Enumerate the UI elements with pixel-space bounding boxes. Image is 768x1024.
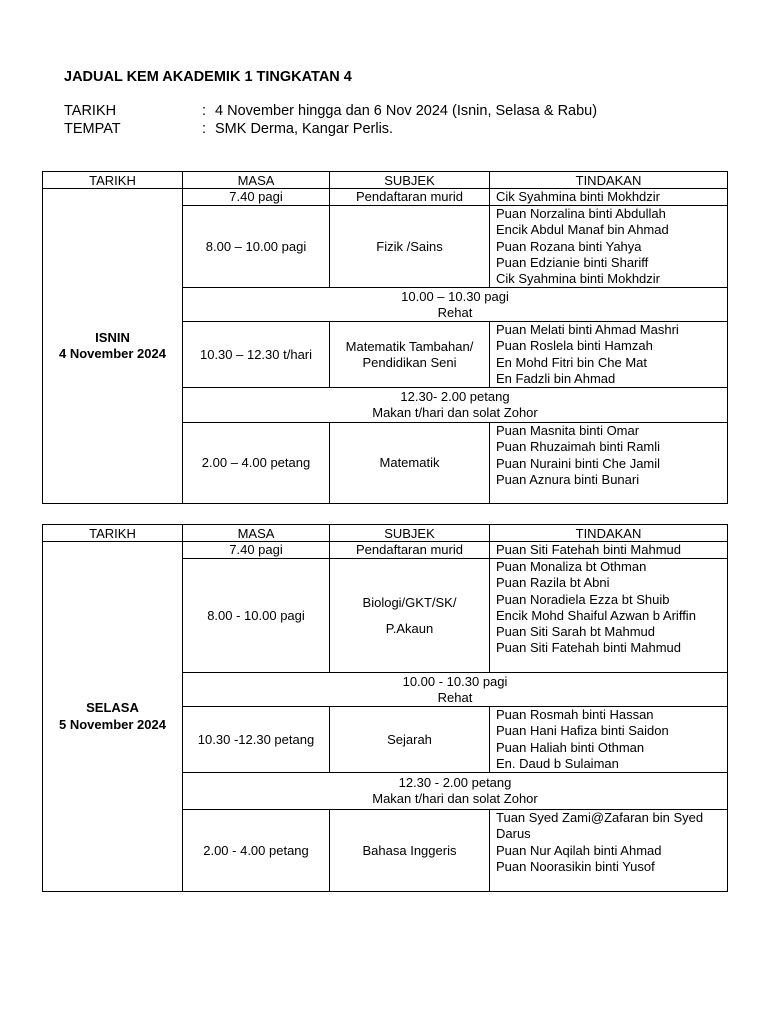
subject-cell: Pendaftaran murid [330,189,490,206]
break-label: Rehat [437,689,473,705]
header-subjek: SUBJEK [330,172,490,189]
subject-gap [335,611,484,621]
day-name: ISNIN [95,329,130,345]
teacher-name: Puan Siti Sarah bt Mahmud [496,624,655,640]
time-cell: 8.00 - 10.00 pagi [183,559,330,673]
teacher-name: Puan Noorasikin binti Yusof [496,858,655,874]
teacher-name: Cik Syahmina binti Mokhdzir [496,189,661,204]
table-header-row [43,525,728,542]
teacher-name: Encik Abdul Manaf bin Ahmad [496,222,669,238]
teacher-name: Puan Nuraini binti Che Jamil [496,455,661,471]
schedule-table-selasa [42,524,728,892]
teacher-name: Puan Masnita binti Omar [496,423,640,439]
subject-line: Matematik Tambahan/ [345,338,474,354]
teacher-list [490,189,728,206]
header-tindakan: TINDAKAN [490,525,728,542]
teacher-name: Puan Edzianie binti Shariff [496,254,649,270]
teacher-name: Puan Rozana binti Yahya [496,238,642,254]
teacher-name: Encik Mohd Shaiful Azwan b Ariffin [496,607,696,623]
time-cell: 7.40 pagi [183,189,330,206]
break-cell [183,288,728,322]
teacher-name: Tuan Syed Zami@Zafaran bin Syed Darus [496,810,704,842]
teacher-list [490,542,728,559]
teacher-name: Puan Noradiela Ezza bt Shuib [496,591,670,607]
teacher-name: Puan Haliah binti Othman [496,739,645,755]
header-masa: MASA [183,172,330,189]
teacher-list [490,707,728,773]
teacher-name: Puan Monaliza bt Othman [496,559,647,575]
teacher-name: Puan Siti Fatehah binti Mahmud [496,640,681,656]
teacher-name: Puan Roslela binti Hamzah [496,338,653,354]
break-cell [183,773,728,810]
day-cell [43,542,183,892]
subject-cell [330,559,490,673]
subject-cell: Sejarah [330,707,490,773]
subject-cell: Bahasa Inggeris [330,810,490,892]
day-name: SELASA [86,700,139,716]
tarikh-separator: : [202,103,207,119]
time-cell: 2.00 – 4.00 petang [183,423,330,504]
teacher-list [490,322,728,388]
time-cell: 10.30 – 12.30 t/hari [183,322,330,388]
tarikh-label: TARIKH [64,103,117,119]
tempat-value: SMK Derma, Kangar Perlis. [215,121,394,137]
break-label: Makan t/hari dan solat Zohor [372,791,538,807]
teacher-name: Puan Aznura binti Bunari [496,471,640,487]
schedule-table-isnin [42,171,728,504]
day-date: 4 November 2024 [59,346,166,362]
header-subjek: SUBJEK [330,525,490,542]
break-cell [183,388,728,423]
subject-cell [330,322,490,388]
break-time: 12.30- 2.00 petang [400,389,510,405]
subject-cell: Fizik /Sains [330,206,490,288]
tempat-separator: : [202,121,207,137]
table-row [43,542,728,559]
document-title: JADUAL KEM AKADEMIK 1 TINGKATAN 4 [64,69,352,85]
break-time: 10.00 – 10.30 pagi [401,288,509,304]
table-row [43,189,728,206]
teacher-name: Puan Siti Fatehah binti Mahmud [496,542,681,557]
teacher-name: En Fadzli bin Ahmad [496,370,616,386]
table-header-row [43,172,728,189]
header-tindakan: TINDAKAN [490,172,728,189]
teacher-name: En Mohd Fitri bin Che Mat [496,354,648,370]
teacher-name: En. Daud b Sulaiman [496,755,619,771]
subject-cell: Pendaftaran murid [330,542,490,559]
break-label: Rehat [437,304,473,320]
teacher-list [490,810,728,892]
break-cell [183,673,728,707]
teacher-name: Puan Rosmah binti Hassan [496,707,654,723]
teacher-list [490,559,728,673]
day-cell [43,189,183,504]
subject-cell: Matematik [330,423,490,504]
subject-line: P.Akaun [385,620,434,636]
break-time: 10.00 - 10.30 pagi [402,673,508,689]
teacher-name: Puan Norzalina binti Abdullah [496,206,666,222]
teacher-name: Puan Hani Hafiza binti Saidon [496,723,669,739]
header-masa: MASA [183,525,330,542]
teacher-name: Puan Nur Aqilah binti Ahmad [496,842,662,858]
teacher-name: Puan Razila bt Abni [496,575,610,591]
teacher-name: Puan Rhuzaimah binti Ramli [496,439,661,455]
teacher-name: Cik Syahmina binti Mokhdzir [496,271,661,287]
time-cell: 10.30 -12.30 petang [183,707,330,773]
time-cell: 8.00 – 10.00 pagi [183,206,330,288]
teacher-name: Puan Melati binti Ahmad Mashri [496,322,679,338]
break-time: 12.30 - 2.00 petang [398,775,512,790]
tempat-label: TEMPAT [64,121,121,137]
subject-line: Pendidikan Seni [362,354,457,370]
teacher-list [490,206,728,288]
teacher-list [490,423,728,504]
time-cell: 2.00 - 4.00 petang [183,810,330,892]
subject-line: Biologi/GKT/SK/ [362,594,457,610]
time-cell: 7.40 pagi [183,542,330,559]
day-date: 5 November 2024 [59,716,166,732]
break-label: Makan t/hari dan solat Zohor [372,405,538,421]
tarikh-value: 4 November hingga dan 6 Nov 2024 (Isnin, Selasa & Rabu) [215,103,598,119]
header-tarikh: TARIKH [43,172,183,189]
header-tarikh: TARIKH [43,525,183,542]
